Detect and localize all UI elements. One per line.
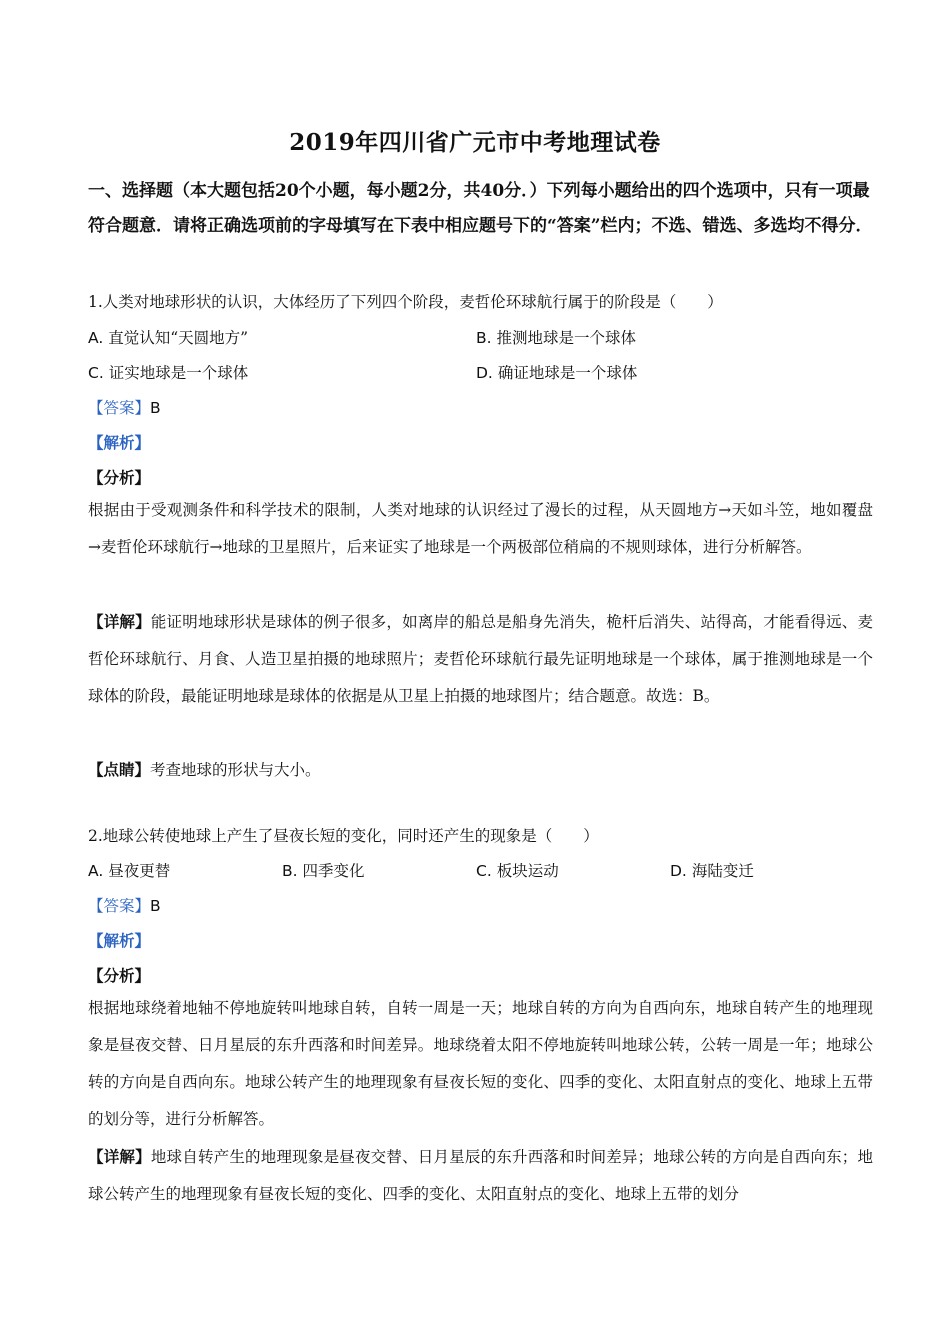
q1-option-c [88,361,248,383]
q2-fenxi-tag: 【分析】 [88,966,151,985]
q2-answer-value: B [150,897,161,915]
q2-jiexi [88,929,150,951]
q1-option-b-letter: B. [476,329,492,347]
q2-xiangjie-tag: 【详解】 [88,1147,151,1166]
q2-option-a [88,859,170,881]
q1-jiexi [88,431,150,453]
q2-xiangjie-text: 地球自转产生的地理现象是昼夜交替、日月星辰的东升西落和时间差异；地球公转的方向是自西向东；地球公转产生的地理现象有昼夜长短的变化、四季的变化、太阳直射点的变化、地球上五带的划分 [88,1148,873,1203]
q1-option-d [476,361,637,383]
q2-stem: 2.地球公转使地球上产生了昼夜长短的变化，同时还产生的现象是（ ） [88,827,599,845]
q1-jiexi-tag: 【解析】 [88,433,151,452]
q1-option-d-text: 确证地球是一个球体 [497,364,638,382]
q1-option-b [476,326,636,348]
q1-option-b-text: 推测地球是一个球体 [496,329,637,347]
q2-option-a-text: 昼夜更替 [108,862,171,880]
q1-option-c-letter: C. [88,364,104,382]
q1-fenxi-tag: 【分析】 [88,468,151,487]
q2-option-b [282,859,365,881]
q1-answer-tag: 【答案】 [88,399,151,417]
q2-answer [88,894,161,916]
q1-stem: 1.人类对地球形状的认识，大体经历了下列四个阶段，麦哲伦环球航行属于的阶段是（ ） [88,293,723,311]
q2-option-a-letter: A. [88,862,104,880]
q2-option-b-text: 四季变化 [302,862,365,880]
q2-option-d [670,859,754,881]
q2-option-d-text: 海陆变迁 [691,862,754,880]
page-title: 2019年四川省广元市中考地理试卷 [289,129,661,156]
q2-option-c-letter: C. [476,862,492,880]
q1-fenxi-text: 根据由于受观测条件和科学技术的限制，人类对地球的认识经过了漫长的过程，从天圆地方→天如斗笠，地如覆盘→麦哲伦环球航行→地球的卫星照片，后来证实了地球是一个两极部位稍扁的不规则球体，进行分析解答。 [88,501,873,556]
q1-option-a-text: 直觉认知“天圆地方” [108,329,249,347]
q1-answer-value: B [150,399,161,417]
q1-fenxi-heading [88,466,150,488]
q1-dianjing [88,758,321,780]
q2-option-c [476,859,559,881]
section-instructions: 一、选择题（本大题包括20个小题，每小题2分，共40分．）下列每小题给出的四个选项中，只有一项最符合题意．请将正确选项前的字母填写在下表中相应题号下的“答案”栏内；不选、错选、多选均不得分． [88,181,873,236]
q1-dianjing-tag: 【点睛】 [88,760,151,779]
q2-option-d-letter: D. [670,862,687,880]
q2-option-c-text: 板块运动 [496,862,559,880]
q1-xiangjie-text: 能证明地球形状是球体的例子很多，如离岸的船总是船身先消失，桅杆后消失、站得高，才能看得远、麦哲伦环球航行、月食、人造卫星拍摄的地球照片；麦哲伦环球航行最先证明地球是一个球体，属于推测地球是一个球体的阶段，最能证明地球是球体的依据是从卫星上拍摄的地球图片；结合题意。故选：B。 [88,613,873,705]
q1-xiangjie-tag: 【详解】 [88,612,151,631]
q2-fenxi-text: 根据地球绕着地轴不停地旋转叫地球自转，自转一周是一天；地球自转的方向为自西向东，地球自转产生的地理现象是昼夜交替、日月星辰的东升西落和时间差异。地球绕着太阳不停地旋转叫地球公转，公转一周是一年；地球公转的方向是自西向东。地球公转产生的地理现象有昼夜长短的变化、四季的变化、太阳直射点的变化、地球上五带的划分等，进行分析解答。 [88,999,873,1128]
q1-option-a-letter: A. [88,329,104,347]
q1-dianjing-text: 考查地球的形状与大小。 [150,761,321,779]
q2-option-b-letter: B. [282,862,298,880]
q1-option-d-letter: D. [476,364,493,382]
q2-jiexi-tag: 【解析】 [88,931,151,950]
q1-option-c-text: 证实地球是一个球体 [108,364,249,382]
q2-answer-tag: 【答案】 [88,897,151,915]
q1-option-a [88,326,248,348]
q1-xiangjie [88,603,873,715]
q2-xiangjie [88,1138,873,1213]
q2-fenxi-heading [88,964,150,986]
q1-answer [88,396,161,418]
